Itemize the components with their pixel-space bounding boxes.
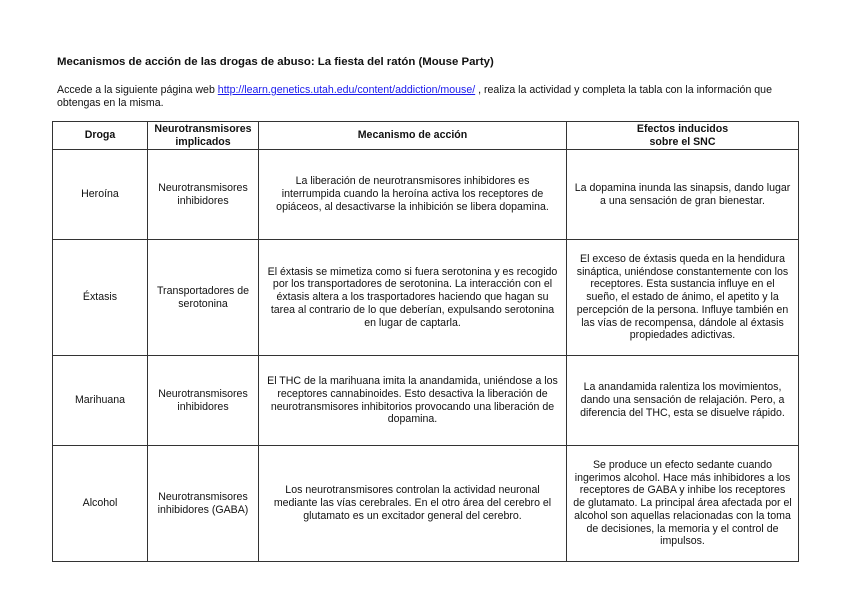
cell-mecanismo: El éxtasis se mimetiza como si fuera serotonina y es recogido por los transportadores de serotonina. La interacción con el éxtasis altera a los trasportadores haciendo que hagan su tarea al contrario de lo que deberían, expulsando serotonina en lugar de captarla. [259, 240, 567, 356]
header-efectos-line1: Efectos inducidos [636, 122, 729, 135]
cell-neurotransmisores: Neurotransmisores inhibidores [148, 150, 259, 240]
cell-efectos: La dopamina inunda las sinapsis, dando lugar a una sensación de gran bienestar. [567, 150, 799, 240]
intro-paragraph [57, 84, 802, 110]
cell-mecanismo: Los neurotransmisores controlan la actividad neuronal mediante las vías cerebrales. En el otro área del cerebro el glutamato es un excitador general del cerebro. [259, 446, 567, 562]
document-title: Mecanismos de acción de las drogas de abuso: La fiesta del ratón (Mouse Party) [57, 56, 494, 68]
header-efectos-line2: sobre el SNC [649, 135, 716, 148]
header-mecanismo: Mecanismo de acción [259, 122, 567, 150]
cell-droga: Alcohol [53, 446, 148, 562]
cell-efectos: El exceso de éxtasis queda en la hendidura sináptica, uniéndose constantemente con los receptores. Esta sustancia influye en el sueño, el estado de ánimo, el apetito y la percepción de la persona. Influye también en las vías de recompensa, dándole al éxtasis propiedades adictivas. [567, 240, 799, 356]
cell-droga: Heroína [53, 150, 148, 240]
table-row [53, 240, 799, 356]
table-row [53, 446, 799, 562]
cell-efectos: La anandamida ralentiza los movimientos, dando una sensación de relajación. Pero, a diferencia del THC, esta se disuelve rápido. [567, 356, 799, 446]
cell-droga: Éxtasis [53, 240, 148, 356]
cell-mecanismo: La liberación de neurotransmisores inhibidores es interrumpida cuando la heroína activa los receptores de opiáceos, al desactivarse la inhibición se libera dopamina. [259, 150, 567, 240]
drugs-table [52, 121, 799, 562]
intro-text-after: , realiza la actividad y completa la tabla con la información que obtengas en la misma. [57, 84, 772, 109]
header-neuro-line2: implicados [175, 135, 231, 148]
intro-text-before: Accede a la siguiente página web [57, 84, 218, 96]
cell-neurotransmisores: Neurotransmisores inhibidores (GABA) [148, 446, 259, 562]
cell-droga: Marihuana [53, 356, 148, 446]
table-header-row [53, 122, 799, 150]
header-efectos [567, 122, 799, 150]
activity-link[interactable]: http://learn.genetics.utah.edu/content/addiction/mouse/ [217, 84, 476, 96]
header-neuro-line1: Neurotransmisores [154, 122, 252, 135]
header-neurotransmisores [148, 122, 259, 150]
cell-mecanismo: El THC de la marihuana imita la anandamida, uniéndose a los receptores cannabinoides. Esto desactiva la liberación de neurotransmisores inhibitorios provocando una liberación de dopamina. [259, 356, 567, 446]
table-row [53, 356, 799, 446]
table-row [53, 150, 799, 240]
header-droga: Droga [53, 122, 148, 150]
cell-neurotransmisores: Transportadores de serotonina [148, 240, 259, 356]
cell-neurotransmisores: Neurotransmisores inhibidores [148, 356, 259, 446]
cell-efectos: Se produce un efecto sedante cuando ingerimos alcohol. Hace más inhibidores a los receptores de GABA y inhibe los receptores de glutamato. La principal área afectada por el alcohol son aquellas relacionadas con la toma de decisiones, la memoria y el control de impulsos. [567, 446, 799, 562]
